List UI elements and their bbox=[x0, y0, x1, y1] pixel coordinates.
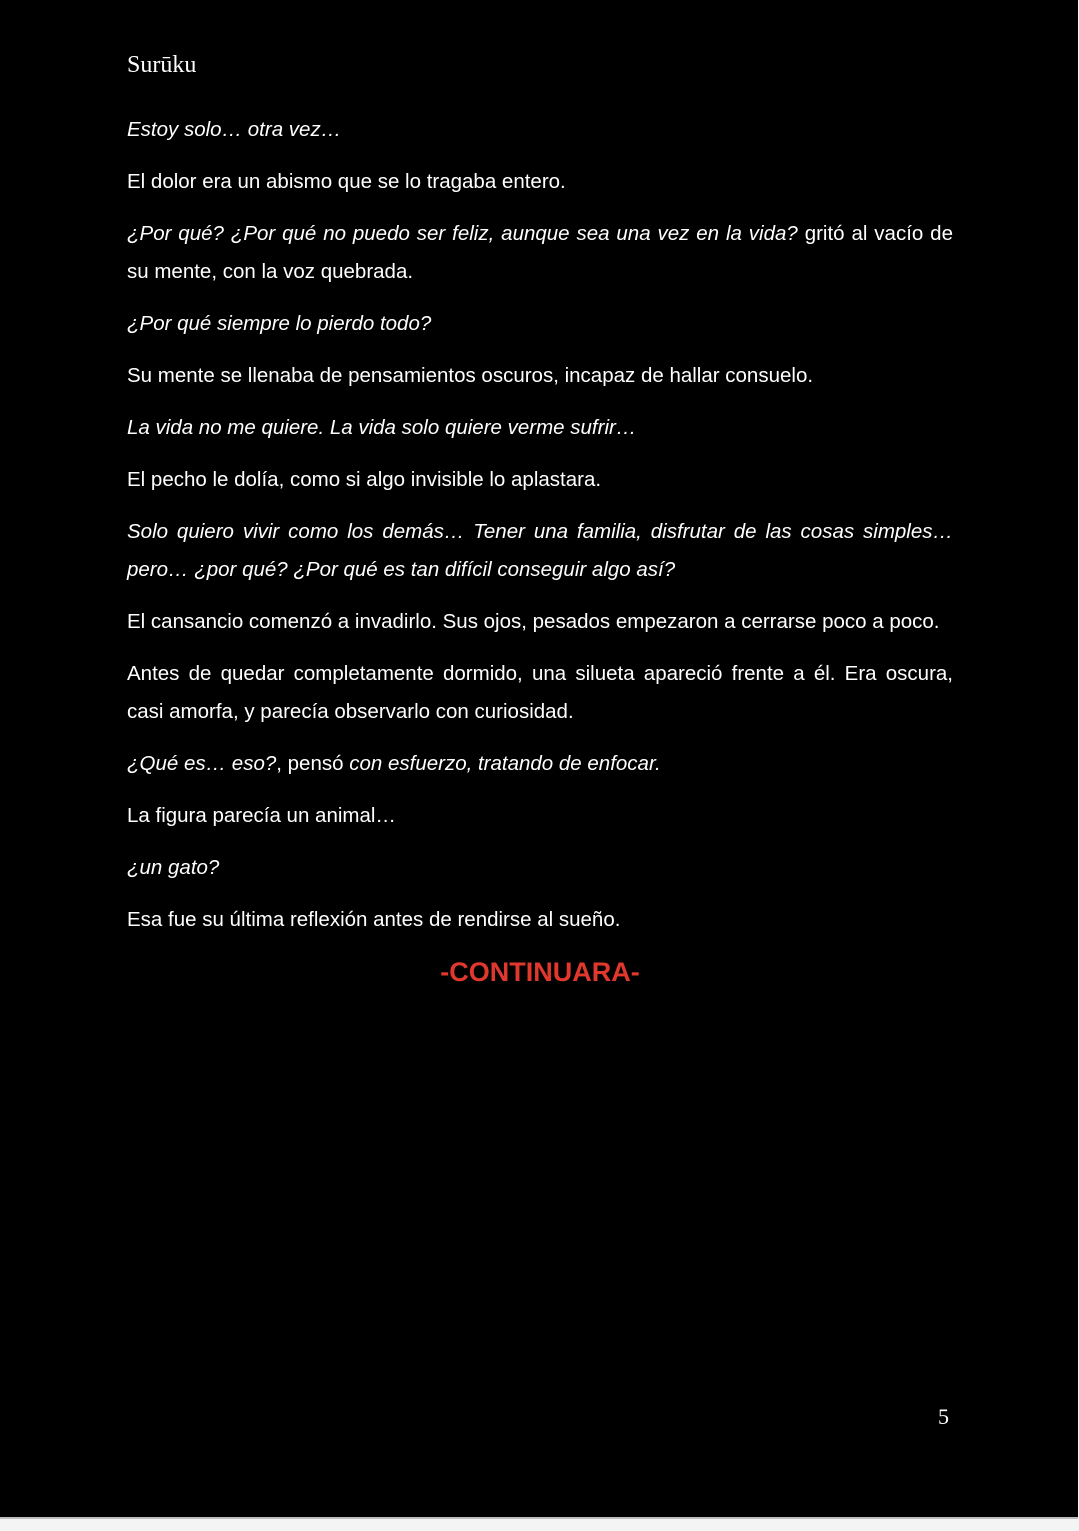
paragraph bbox=[127, 215, 953, 291]
paragraph bbox=[127, 603, 953, 641]
paragraph bbox=[127, 461, 953, 499]
text: El dolor era un abismo que se lo tragaba entero. bbox=[127, 170, 566, 193]
paragraph bbox=[127, 163, 953, 201]
paragraph bbox=[127, 305, 953, 343]
italic-text: ¿un gato? bbox=[127, 856, 220, 879]
text: , pensó bbox=[276, 752, 350, 775]
text: gritó al vacío de su mente, con la voz quebrada. bbox=[127, 222, 953, 283]
continuara-label: -CONTINUARA- bbox=[440, 957, 640, 987]
text: El pecho le dolía, como si algo invisible lo aplastara. bbox=[127, 468, 602, 491]
paragraph bbox=[127, 111, 953, 149]
paragraph bbox=[127, 797, 953, 835]
paragraph bbox=[127, 901, 953, 939]
paragraph bbox=[127, 409, 953, 447]
paragraph bbox=[127, 745, 953, 783]
italic-text: La vida no me quiere. La vida solo quiere verme sufrir… bbox=[127, 416, 637, 439]
text: Esa fue su última reflexión antes de rendirse al sueño. bbox=[127, 908, 621, 931]
text: La figura parecía un animal… bbox=[127, 804, 396, 827]
italic-text: ¿Por qué? ¿Por qué no puedo ser feliz, aunque sea una vez en la vida? bbox=[127, 222, 798, 245]
italic-text: ¿Por qué siempre lo pierdo todo? bbox=[127, 312, 432, 335]
page-number: 5 bbox=[938, 1404, 949, 1429]
text: Antes de quedar completamente dormido, una silueta apareció frente a él. Era oscura, casi amorfa, y parecía observarlo con curiosidad. bbox=[127, 662, 953, 723]
italic-text: Solo quiero vivir como los demás… Tener una familia, disfrutar de las cosas simples… pero… ¿por qué? ¿Por qué es tan difícil conseguir algo así? bbox=[127, 520, 953, 581]
italic-text: ¿Qué es… eso? bbox=[127, 752, 277, 775]
text: Su mente se llenaba de pensamientos oscuros, incapaz de hallar consuelo. bbox=[127, 364, 814, 387]
paragraph bbox=[127, 513, 953, 589]
italic-text: Estoy solo… otra vez… bbox=[127, 118, 342, 141]
italic-text: con esfuerzo, tratando de enfocar. bbox=[349, 752, 661, 775]
paragraph bbox=[127, 849, 953, 887]
document-body bbox=[127, 111, 953, 1005]
page-header: Surūku bbox=[127, 52, 197, 78]
paragraph bbox=[127, 357, 953, 395]
paragraph bbox=[127, 655, 953, 731]
text: El cansancio comenzó a invadirlo. Sus ojos, pesados empezaron a cerrarse poco a poco. bbox=[127, 610, 940, 633]
